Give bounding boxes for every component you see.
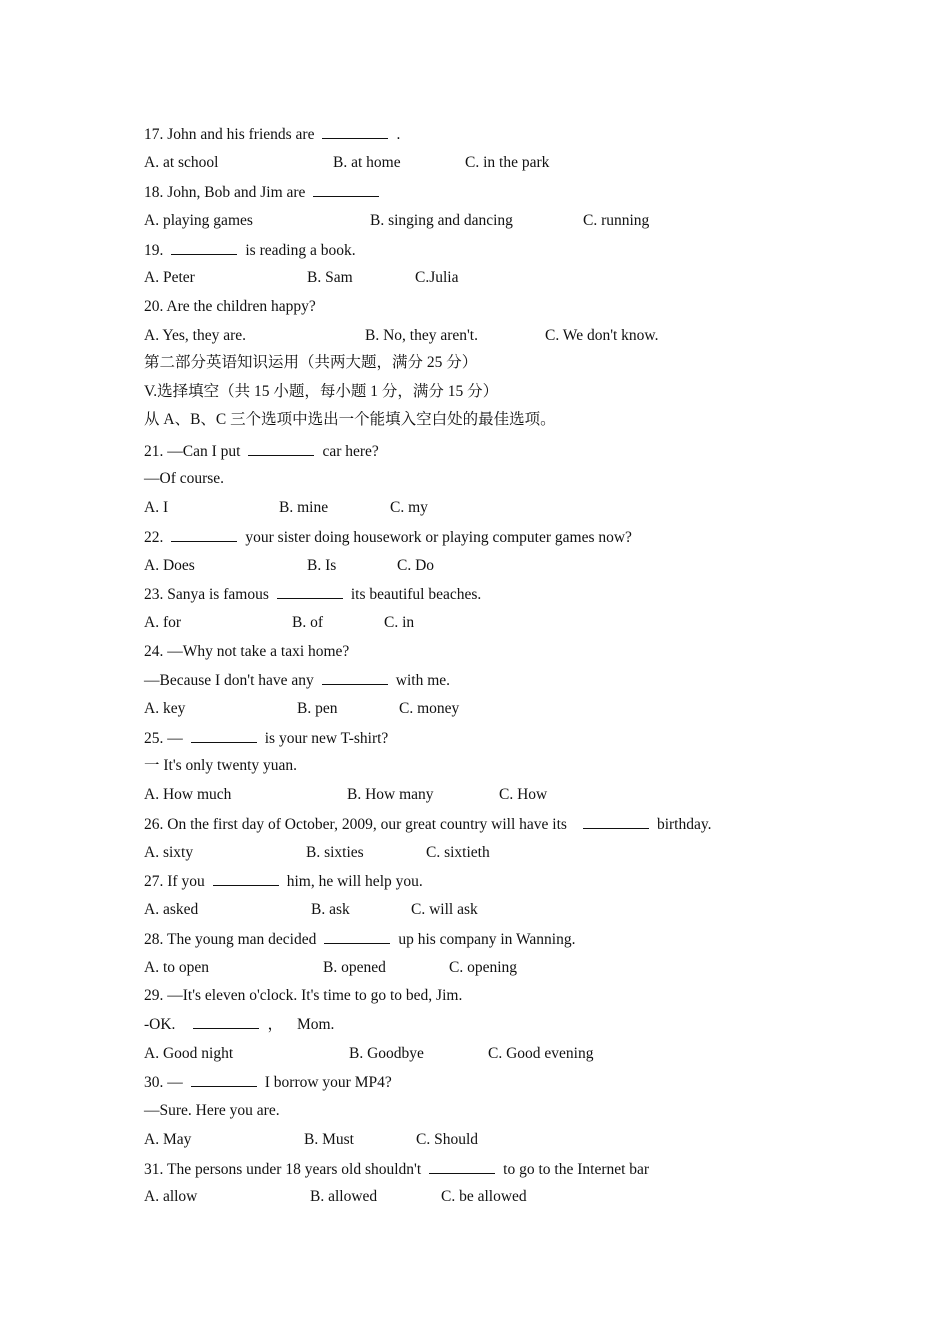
question-17: 17. John and his friends are . [144,126,401,143]
section-heading-part2: 第二部分英语知识运用（共两大题，满分 25 分） [144,354,478,371]
question-30-reply: —Sure. Here you are. [144,1102,280,1119]
option-a[interactable]: A. key [144,700,186,717]
question-28-options [0,958,950,978]
option-b[interactable]: B. allowed [310,1188,378,1205]
question-31-options [0,1187,950,1207]
option-b[interactable]: B. at home [333,154,401,171]
option-b[interactable]: B. Must [304,1131,354,1148]
option-a[interactable]: A. Good night [144,1045,234,1062]
question-19: 19. is reading a book. [144,242,356,259]
option-a[interactable]: A. Peter [144,269,195,286]
question-22: 22. your sister doing housework or playing computer games now? [144,529,632,546]
question-18-options [0,211,950,231]
option-c[interactable]: C. be allowed [441,1188,527,1205]
option-c[interactable]: C. Good evening [488,1045,594,1062]
question-21-options [0,498,950,518]
answer-blank[interactable] [191,1072,257,1087]
option-c[interactable]: C. opening [449,959,518,976]
option-b[interactable]: B. Goodbye [349,1045,424,1062]
option-a[interactable]: A. May [144,1131,192,1148]
section-heading-part5: V.选择填空（共 15 小题，每小题 1 分，满分 15 分） [144,383,499,400]
option-a[interactable]: A. playing games [144,212,253,229]
question-30: 30. — I borrow your MP4? [144,1074,392,1091]
question-22-options [0,556,950,576]
question-24-options [0,699,950,719]
option-a[interactable]: A. sixty [144,844,194,861]
option-c[interactable]: C.Julia [415,269,459,286]
answer-blank[interactable] [171,527,237,542]
option-c[interactable]: C. running [583,212,650,229]
option-c[interactable]: C. in [384,614,415,631]
answer-blank[interactable] [583,814,649,829]
option-c[interactable]: C. my [390,499,428,516]
option-a[interactable]: A. Does [144,557,195,574]
option-b[interactable]: B. mine [279,499,329,516]
option-c[interactable]: C. in the park [465,154,550,171]
answer-blank[interactable] [277,584,343,599]
answer-blank[interactable] [171,240,237,255]
option-b[interactable]: B. No, they aren't. [365,327,478,344]
answer-blank[interactable] [322,124,388,139]
answer-blank[interactable] [248,441,314,456]
option-c[interactable]: C. Do [397,557,435,574]
option-a[interactable]: A. at school [144,154,219,171]
question-27: 27. If you him, he will help you. [144,873,423,890]
question-29-options [0,1044,950,1064]
question-25-options [0,785,950,805]
question-26: 26. On the first day of October, 2009, our great country will have its birthday. [144,816,712,833]
question-24: 24. —Why not take a taxi home? [144,643,350,660]
option-b[interactable]: B. of [292,614,323,631]
question-27-options [0,900,950,920]
question-28: 28. The young man decided up his company in Wanning. [144,931,576,948]
question-31: 31. The persons under 18 years old shouldn't to go to the Internet bar [144,1161,650,1178]
option-b[interactable]: B. singing and dancing [370,212,513,229]
option-b[interactable]: B. Is [307,557,337,574]
option-b[interactable]: B. How many [347,786,434,803]
question-20: 20. Are the children happy? [144,298,316,315]
option-c[interactable]: C. will ask [411,901,478,918]
question-21-reply: —Of course. [144,470,225,487]
option-b[interactable]: B. sixties [306,844,364,861]
question-29: 29. —It's eleven o'clock. It's time to go to bed, Jim. [144,987,463,1004]
answer-blank[interactable] [322,670,388,685]
question-25: 25. — is your new T-shirt? [144,730,389,747]
option-a[interactable]: A. How much [144,786,232,803]
question-20-options [0,326,950,346]
option-c[interactable]: C. We don't know. [545,327,659,344]
option-c[interactable]: C. money [399,700,460,717]
question-18: 18. John, Bob and Jim are [144,182,387,203]
question-30-options [0,1130,950,1150]
question-23-options [0,613,950,633]
option-b[interactable]: B. opened [323,959,386,976]
question-21: 21. —Can I put car here? [144,443,379,460]
answer-blank[interactable] [213,871,279,886]
option-a[interactable]: A. to open [144,959,210,976]
question-26-options [0,843,950,863]
option-c[interactable]: C. Should [416,1131,479,1148]
answer-blank[interactable] [191,728,257,743]
question-19-options [0,268,950,288]
option-a[interactable]: A. allow [144,1188,198,1205]
question-17-options [0,153,950,173]
question-25-reply: 一 It's only twenty yuan. [144,757,298,774]
option-c[interactable]: C. sixtieth [426,844,490,861]
option-a[interactable]: A. I [144,499,169,516]
option-b[interactable]: B. ask [311,901,350,918]
option-b[interactable]: B. pen [297,700,338,717]
question-23: 23. Sanya is famous its beautiful beaches. [144,586,482,603]
question-29-reply: -OK. ， Mom. [144,1016,335,1033]
option-a[interactable]: A. Yes, they are. [144,327,247,344]
question-24-reply: —Because I don't have any with me. [144,672,451,689]
answer-blank[interactable] [193,1014,259,1029]
option-b[interactable]: B. Sam [307,269,353,286]
answer-blank[interactable] [313,182,379,197]
option-a[interactable]: A. for [144,614,182,631]
option-a[interactable]: A. asked [144,901,199,918]
section-instructions: 从 A、B、C 三个选项中选出一个能填入空白处的最佳选项。 [144,411,556,428]
option-c[interactable]: C. How [499,786,548,803]
answer-blank[interactable] [324,929,390,944]
answer-blank[interactable] [429,1159,495,1174]
